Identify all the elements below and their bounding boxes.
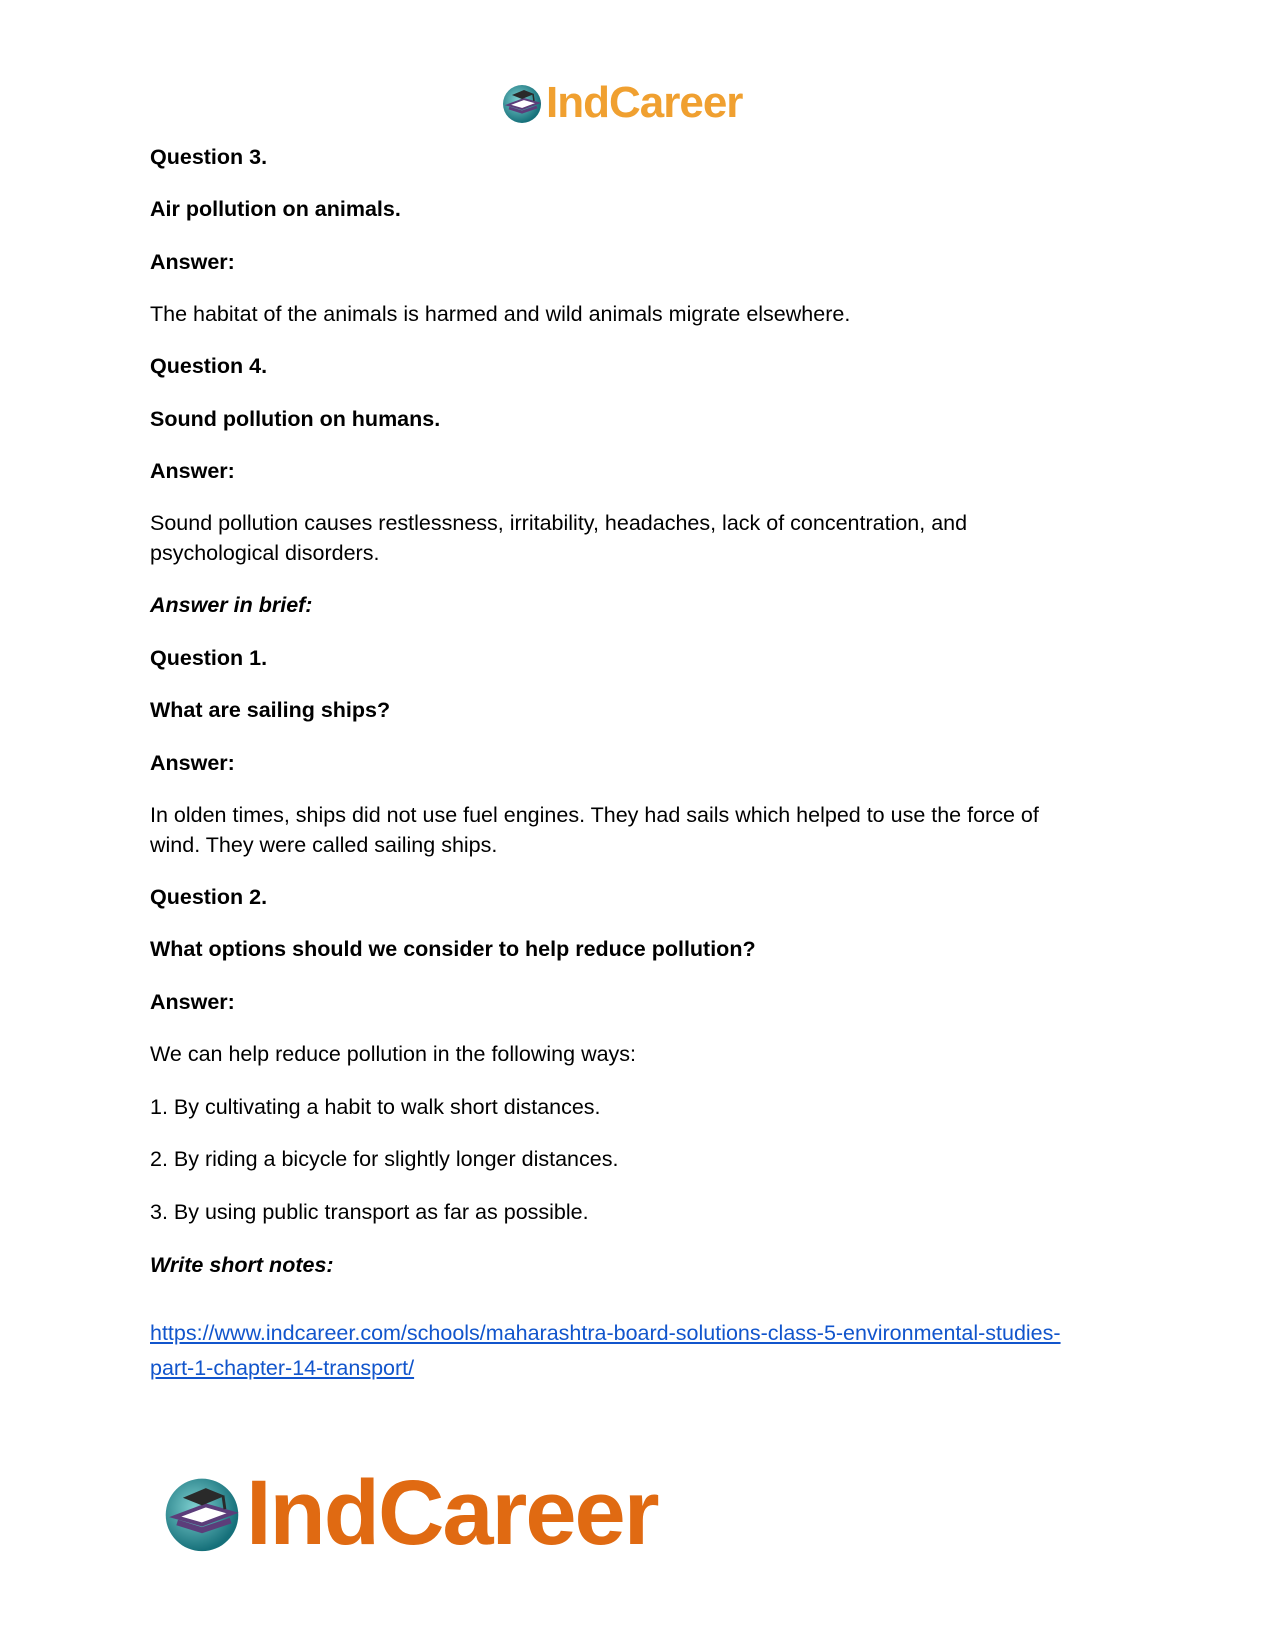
globe-book-icon bbox=[500, 81, 544, 125]
brief-question-1-text: What are sailing ships? bbox=[150, 698, 391, 722]
question-4-label: Question 4. bbox=[150, 354, 268, 378]
question-4-text: Sound pollution on humans. bbox=[150, 407, 441, 431]
globe-book-icon bbox=[160, 1471, 244, 1555]
section-heading-brief: Answer in brief: bbox=[150, 593, 313, 617]
brief-question-2-label: Question 2. bbox=[150, 885, 268, 909]
source-link-line-2[interactable]: part-1-chapter-14-transport/ bbox=[150, 1356, 415, 1380]
brief-question-1-label: Question 1. bbox=[150, 646, 268, 670]
brief-question-1-answer-line-1: In olden times, ships did not use fuel engines. They had sails which helped to use the force of bbox=[150, 803, 1039, 827]
brief-question-2-text: What options should we consider to help reduce pollution? bbox=[150, 937, 756, 961]
list-item: 1. By cultivating a habit to walk short distances. bbox=[150, 1095, 601, 1119]
list-item: 2. By riding a bicycle for slightly longer distances. bbox=[150, 1147, 619, 1171]
brief-question-1-answer-line-2: wind. They were called sailing ships. bbox=[150, 833, 498, 857]
brief-question-2-answer-label: Answer: bbox=[150, 990, 235, 1014]
list-item: 3. By using public transport as far as possible. bbox=[150, 1200, 589, 1224]
brief-question-1-answer-label: Answer: bbox=[150, 751, 235, 775]
header-logo bbox=[500, 78, 742, 128]
question-4-answer-line-2: psychological disorders. bbox=[150, 541, 380, 565]
logo-wordmark: IndCareer bbox=[246, 1461, 658, 1564]
logo-wordmark: IndCareer bbox=[546, 78, 743, 127]
question-4-answer-line-1: Sound pollution causes restlessness, irritability, headaches, lack of concentration, and bbox=[150, 511, 968, 535]
question-3-label: Question 3. bbox=[150, 145, 268, 169]
source-link-line-1[interactable]: https://www.indcareer.com/schools/maharashtra-board-solutions-class-5-environmental-studies- bbox=[150, 1321, 1061, 1345]
question-3-answer-label: Answer: bbox=[150, 250, 235, 274]
question-3-text: Air pollution on animals. bbox=[150, 197, 401, 221]
brief-question-2-answer-intro: We can help reduce pollution in the following ways: bbox=[150, 1042, 637, 1066]
question-4-answer-label: Answer: bbox=[150, 459, 235, 483]
section-heading-short-notes: Write short notes: bbox=[150, 1253, 334, 1277]
footer-logo bbox=[160, 1461, 658, 1564]
question-3-answer: The habitat of the animals is harmed and wild animals migrate elsewhere. bbox=[150, 302, 851, 326]
